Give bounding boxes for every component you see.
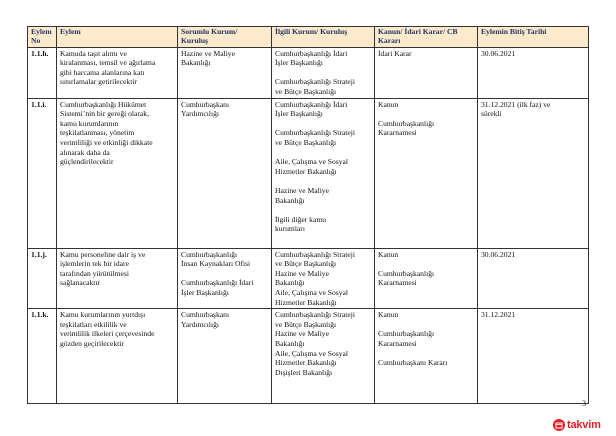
cell-responsible xyxy=(178,47,272,98)
cell-text: gibi harcama alanlarına katı xyxy=(60,67,145,77)
cell-deadline: 30.06.2021 xyxy=(478,47,589,98)
cell-text: Aile, Çalışma ve Sosyal xyxy=(275,348,348,358)
cell-text: Cumhurbaşkanlığı Strateji xyxy=(275,249,355,259)
cell-text: Cumhurbaşkanlığı Strateji xyxy=(275,310,355,320)
cell-text: Kararnamesi xyxy=(378,128,417,138)
header-text: Kanun/ İdari Karar/ CB xyxy=(378,27,458,36)
cell-text: Bakanlığı xyxy=(275,338,305,348)
cell-text: ve Bütçe Başkanlığı xyxy=(275,319,337,329)
cell-text: ve Bütçe Başkanlığı xyxy=(275,86,337,96)
header-text: Kuruluş xyxy=(181,35,209,45)
cell-text: Cumhurbaşkanlığı İdari xyxy=(275,48,348,58)
table-header xyxy=(28,27,589,48)
cell-text: Dışişleri Bakanlığı xyxy=(275,367,333,377)
table-row xyxy=(28,309,589,404)
cell-text: Kanun xyxy=(378,310,399,320)
action-plan-table xyxy=(27,26,589,404)
cell-action-no: 1.1.i. xyxy=(28,98,57,248)
cell-legal xyxy=(375,98,478,248)
cell-text: Bakanlığı xyxy=(181,58,211,68)
cell-legal xyxy=(375,248,478,309)
cell-action xyxy=(57,309,178,404)
cell-text: sürekli xyxy=(481,109,502,119)
watermark xyxy=(553,418,611,432)
cell-action-no: 1.1.k. xyxy=(28,309,57,404)
cell-related xyxy=(272,309,375,404)
cell-text: işlemlerin tek bir idare xyxy=(60,259,129,269)
cell-legal xyxy=(375,309,478,404)
cell-text: kurumları xyxy=(275,224,305,234)
cell-text: İşler Başkanlığı xyxy=(181,287,229,297)
cell-text: Cumhurbaşkanlığı xyxy=(181,249,238,259)
cell-text: verimliliği ve etkinliği dikkate xyxy=(60,137,153,147)
cell-text: İlgili diğer kamu xyxy=(275,214,327,224)
header-text: Kararı xyxy=(378,35,401,45)
cell-text: Hazine ve Maliye xyxy=(275,329,329,339)
cell-text: İnsan Kaynakları Ofisi xyxy=(181,259,251,269)
cell-text: Hazine ve Maliye xyxy=(275,268,329,278)
cell-text: Yardımcılığı xyxy=(181,109,220,119)
cell-text: Cumhurbaşkanlığı xyxy=(378,329,435,339)
header-responsible xyxy=(178,27,272,48)
cell-text: Hazine ve Maliye xyxy=(275,185,329,195)
header-text: No xyxy=(31,35,41,45)
cell-related xyxy=(272,98,375,248)
cell-text: güçlendirilecektir xyxy=(60,157,114,167)
cell-text: teşkilatları etkililik ve xyxy=(60,319,127,329)
cell-text: Cumhurbaşkanlığı Strateji xyxy=(275,128,355,138)
cell-text: sınırlamalar getirilecektir xyxy=(60,77,137,87)
cell-text: Kamu personeline dair iş ve xyxy=(60,249,146,259)
page-number: 3 xyxy=(582,399,586,408)
cell-text: İşler Başkanlığı xyxy=(275,109,323,119)
cell-text: Bakanlığı xyxy=(275,278,305,288)
cell-responsible xyxy=(178,309,272,404)
cell-text: 31.12.2021 (ilk faz) ve xyxy=(481,99,551,109)
cell-text: Cumhurbaşkanlığı Hükümet xyxy=(60,99,147,109)
table-row xyxy=(28,47,589,98)
header-text: Sorumlu Kurum/ xyxy=(181,27,238,36)
cell-text: Hizmetler Bakanlığı xyxy=(275,358,337,368)
cell-text: Hizmetler Bakanlığı xyxy=(275,166,337,176)
table-body xyxy=(28,47,589,404)
cell-text: teşkilatlanması, yönetim xyxy=(60,128,135,138)
line-gap xyxy=(275,176,371,186)
cell-deadline: 30.06.2021 xyxy=(478,248,589,309)
cell-action-no: 1.1.j. xyxy=(28,248,57,309)
cell-text: Bakanlığı xyxy=(275,195,305,205)
line-gap xyxy=(275,68,371,78)
table-row xyxy=(28,248,589,309)
cell-deadline xyxy=(478,98,589,248)
header-action-no xyxy=(28,27,57,48)
cell-action xyxy=(57,248,178,309)
cell-responsible xyxy=(178,248,272,309)
line-gap xyxy=(378,349,474,359)
cell-text: alınarak daha da xyxy=(60,147,110,157)
cell-text: Hizmetler Bakanlığı xyxy=(275,297,337,307)
takvim-logo-icon xyxy=(553,419,565,431)
cell-text: kamu kurumlarının xyxy=(60,118,119,128)
header-deadline: Eylemin Bitiş Tarihi xyxy=(478,27,589,48)
cell-text: Cumhurbaşkanlığı Strateji xyxy=(275,77,355,87)
header-row xyxy=(28,27,589,48)
line-gap xyxy=(378,109,474,119)
cell-deadline: 31.12.2021 xyxy=(478,309,589,404)
cell-text: Yardımcılığı xyxy=(181,319,220,329)
watermark-text: takvim xyxy=(567,419,601,431)
cell-text: İşler Başkanlığı xyxy=(275,58,323,68)
cell-text: Cumhurbaşkanı Kararı xyxy=(378,358,448,368)
cell-text: sağlanacaktır xyxy=(60,278,101,288)
cell-related xyxy=(272,47,375,98)
line-gap xyxy=(275,205,371,215)
cell-action-no: 1.1.h. xyxy=(28,47,57,98)
cell-responsible xyxy=(178,98,272,248)
header-action: Eylem xyxy=(57,27,178,48)
cell-text: Kararnamesi xyxy=(378,278,417,288)
cell-text: Aile, Çalışma ve Sosyal xyxy=(275,287,348,297)
cell-text: Kararnamesi xyxy=(378,338,417,348)
cell-text: Hazine ve Maliye xyxy=(181,48,235,58)
cell-text: Kamu kurumlarının yurtdışı xyxy=(60,310,146,320)
cell-text: Sistemi’nin bir gereği olarak, xyxy=(60,109,149,119)
line-gap xyxy=(181,269,268,279)
cell-text: gözden geçirilecektir xyxy=(60,338,124,348)
cell-text: İdari Karar xyxy=(378,48,412,58)
line-gap xyxy=(275,148,371,158)
cell-action xyxy=(57,47,178,98)
header-text: Eylem xyxy=(31,27,52,36)
cell-text: ve Bütçe Başkanlığı xyxy=(275,259,337,269)
cell-text: Kanun xyxy=(378,249,399,259)
cell-text: Aile, Çalışma ve Sosyal xyxy=(275,157,348,167)
cell-text: Cumhurbaşkanlığı İdari xyxy=(275,99,348,109)
cell-action xyxy=(57,98,178,248)
line-gap xyxy=(275,119,371,129)
cell-text: Kanun xyxy=(378,99,399,109)
cell-text: Cumhurbaşkanı xyxy=(181,310,230,320)
cell-text: Kamuda taşıt alımı ve xyxy=(60,48,127,58)
header-related: İlgili Kurum/ Kuruluş xyxy=(272,27,375,48)
cell-text: Cumhurbaşkanı xyxy=(181,99,230,109)
line-gap xyxy=(378,259,474,269)
cell-text: Cumhurbaşkanlığı xyxy=(378,118,435,128)
table-row xyxy=(28,98,589,248)
line-gap xyxy=(378,320,474,330)
header-legal xyxy=(375,27,478,48)
cell-legal xyxy=(375,47,478,98)
cell-text: kiralanması, temsil ve ağırlama xyxy=(60,58,156,68)
cell-text: ve Bütçe Başkanlığı xyxy=(275,137,337,147)
cell-text: verimlilik ilkeleri çerçevesinde xyxy=(60,329,155,339)
cell-related xyxy=(272,248,375,309)
cell-text: Cumhurbaşkanlığı İdari xyxy=(181,278,254,288)
cell-text: tarafından yürütülmesi xyxy=(60,268,129,278)
cell-text: Cumhurbaşkanlığı xyxy=(378,268,435,278)
